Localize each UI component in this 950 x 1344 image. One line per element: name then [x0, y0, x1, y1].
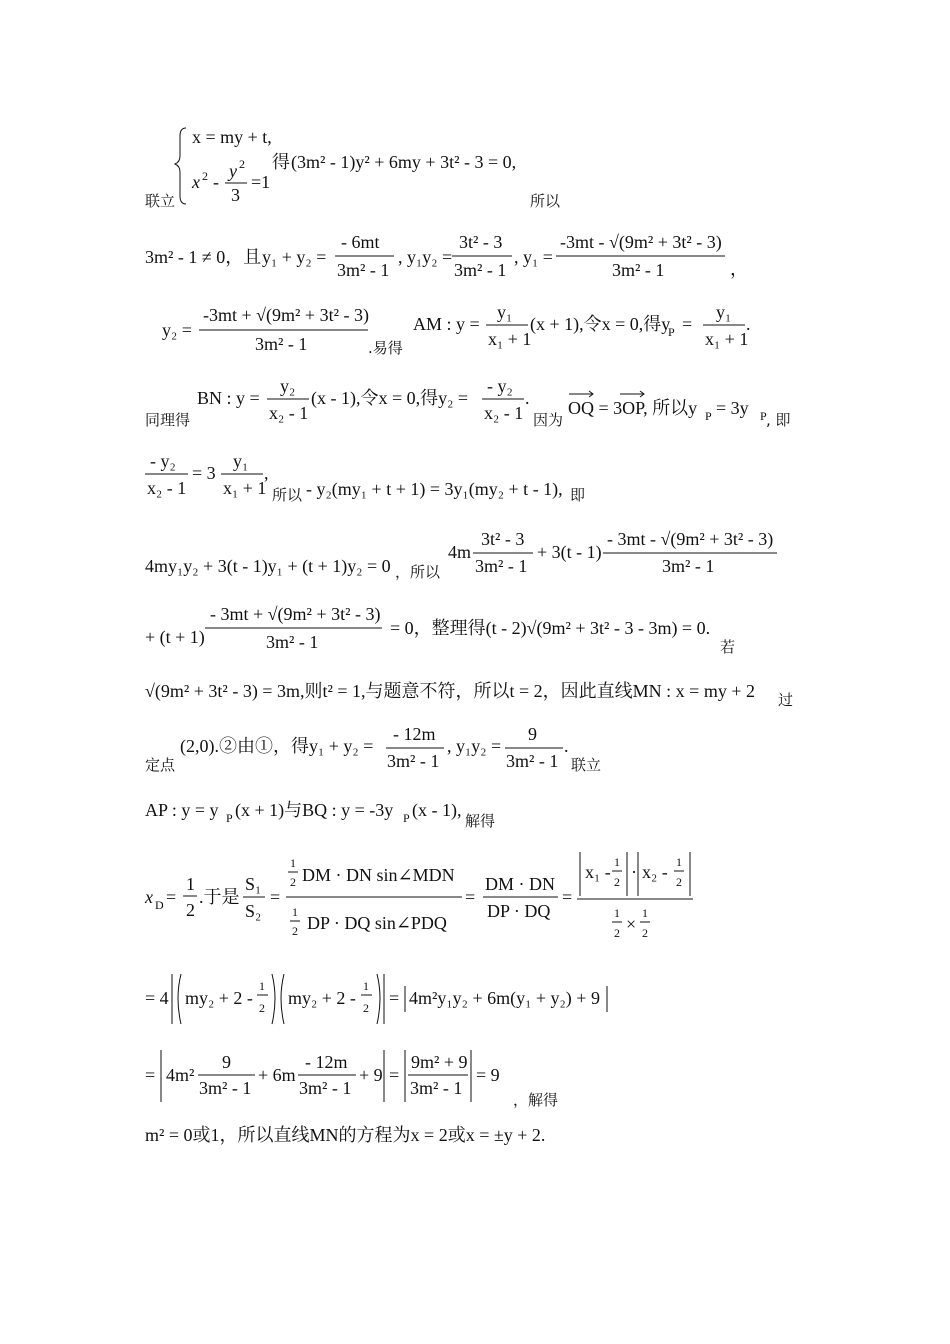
- l4-bn: BN : y =: [197, 388, 260, 408]
- l11-eq3: =: [562, 887, 573, 907]
- line-1-system: [145, 127, 561, 210]
- line-8: [145, 681, 793, 709]
- l12-half1-den: 2: [259, 1001, 265, 1015]
- l11-x: x: [145, 887, 153, 907]
- l11-x1-half-den: 2: [614, 875, 620, 889]
- l13-4m2: 4m²: [166, 1065, 195, 1085]
- l7-num: - 3mt + √(9m² + 3t² - 3): [210, 604, 381, 624]
- l2-prod: , y₁y₂ =: [398, 247, 453, 267]
- l3-eq: =: [682, 314, 693, 334]
- l4-let: (x - 1),令x = 0,得y₂ =: [311, 388, 469, 408]
- l11-x1-half-num: 1: [614, 855, 620, 869]
- l5-den: x₂ - 1: [147, 478, 187, 498]
- l9-den1: 3m² - 1: [387, 751, 440, 771]
- l3-let: (x + 1),令x = 0,得y: [530, 314, 671, 334]
- l6-den2: 3m² - 1: [662, 556, 715, 576]
- l2-prod-num: 3t² - 3: [459, 232, 503, 252]
- l13-num-9m: 9m² + 9: [411, 1052, 468, 1072]
- l13-jiede: ，解得: [513, 1091, 559, 1109]
- l3-dot: .: [746, 314, 751, 334]
- l13-plus6m: + 6m: [258, 1065, 296, 1085]
- l11-den-area: DP · DQ sin∠PDQ: [307, 913, 447, 933]
- l10-sub-p2: P: [403, 811, 410, 825]
- l4-ji: , 即: [766, 411, 791, 429]
- l11-half1-num: 1: [290, 856, 296, 870]
- l11-eq: =: [166, 887, 177, 907]
- l4-bn-num: y₂: [280, 376, 296, 396]
- l5-x1: x₁ + 1: [223, 478, 267, 498]
- l7-plus: + (t + 1): [145, 627, 205, 647]
- l7-zhengli: = 0，整理得(t - 2)√(9m² + 3t² - 3 - 3m) = 0.: [390, 618, 711, 638]
- l2-sum: y₁ + y₂ =: [262, 247, 327, 267]
- l8-guo: 过: [778, 691, 794, 709]
- l10-bq: (x + 1)与BQ : y = -3y: [235, 800, 394, 820]
- l7-den: 3m² - 1: [266, 632, 319, 652]
- l13-eq9: = 9: [476, 1065, 500, 1085]
- sys-x-exp: 2: [202, 169, 208, 183]
- sys-minus: -: [213, 172, 219, 192]
- l6-num1: 3t² - 3: [481, 529, 525, 549]
- l6-num2: - 3mt - √(9m² + 3t² - 3): [607, 529, 774, 549]
- line-2: [145, 232, 748, 280]
- l10-ap: AP : y = y: [145, 800, 219, 820]
- l11-dp-dq: DP · DQ: [487, 901, 551, 921]
- l11-yushi: .于是: [199, 887, 240, 907]
- vector-arrow-oq: [569, 391, 593, 397]
- paren-2l: [281, 974, 284, 1024]
- l2-y1-den: 3m² - 1: [612, 260, 665, 280]
- l5-ji: 即: [570, 486, 586, 504]
- paren-2r: [377, 974, 380, 1024]
- l13-den1: 3m² - 1: [199, 1078, 252, 1098]
- l9-lianli: 联立: [571, 756, 602, 774]
- line-14: [145, 1125, 545, 1145]
- l4-sub-p1: P: [705, 409, 712, 423]
- l9-num1: - 12m: [393, 724, 436, 744]
- l11-sub-d: D: [155, 898, 164, 912]
- l3-y2-den: 3m² - 1: [255, 334, 308, 354]
- l13-eq: =: [145, 1065, 156, 1085]
- l11-s1: S₁: [245, 874, 262, 894]
- l2-end: ，: [730, 259, 748, 279]
- l6-eq: 4my₁y₂ + 3(t - 1)y₁ + (t + 1)y₂ = 0: [145, 556, 391, 576]
- l6-4m: 4m: [448, 542, 472, 562]
- l4-vec-eq: OQ = 3OP, 所以y: [568, 398, 698, 418]
- line-10: [145, 800, 495, 830]
- sys-y-exp: 2: [239, 157, 245, 171]
- l9-den2: 3m² - 1: [506, 751, 559, 771]
- l11-eq1: =: [270, 887, 281, 907]
- l3-y2: y₂ =: [162, 320, 192, 340]
- l11-d-half2-num: 1: [642, 906, 648, 920]
- l6-plus: + 3(t - 1): [537, 542, 602, 562]
- line-12: [145, 974, 607, 1024]
- l2-y1: , y₁ =: [514, 247, 553, 267]
- l3-yp-num: y₁: [716, 302, 732, 322]
- sys-den-3: 3: [231, 185, 240, 205]
- paren-1r: [272, 974, 275, 1024]
- l14-conclusion: m² = 0或1，所以直线MN的方程为x = 2或x = ±y + 2.: [145, 1125, 546, 1145]
- l11-d-half2-den: 2: [642, 926, 648, 940]
- l5-comma: ,: [264, 463, 269, 483]
- l11-d-half1-den: 2: [614, 926, 620, 940]
- line-3: [162, 302, 751, 357]
- l2-prod-den: 3m² - 1: [454, 260, 507, 280]
- l11-half2-den: 2: [292, 924, 298, 938]
- l2-y1-num: -3mt - √(9m² + 3t² - 3): [560, 232, 722, 252]
- sys-eq-1: =1: [251, 172, 271, 192]
- label-lianli: 联立: [145, 192, 176, 210]
- l6-den1: 3m² - 1: [475, 556, 528, 576]
- word-de: 得: [272, 152, 290, 173]
- l9-dot: .: [564, 736, 569, 756]
- l5-num: - y₂: [150, 451, 176, 471]
- l4-yinwei: 因为: [533, 411, 564, 429]
- l11-num-area: DM · DN sin∠MDN: [302, 865, 455, 885]
- l9-dingdian: 定点: [145, 756, 176, 774]
- l11-s2: S₂: [245, 901, 262, 921]
- l4-neg-y2: - y₂: [487, 376, 513, 396]
- l11-dot: ·: [631, 862, 637, 882]
- line-6: [145, 529, 777, 581]
- l4-x2-den: x₂ - 1: [484, 403, 524, 423]
- l13-num12m: - 12m: [305, 1052, 348, 1072]
- l9-num2: 9: [528, 724, 537, 744]
- sys-y: y: [229, 161, 237, 181]
- l3-am-den: x₁ + 1: [488, 329, 532, 349]
- l11-x2-half-den: 2: [676, 875, 682, 889]
- l8-text: √(9m² + 3t² - 3) = 3m,则t² = 1,与题意不符，所以t = 2，因此直线MN : x = my + 2: [145, 681, 755, 701]
- l11-half-den: 2: [186, 900, 195, 920]
- l11-d-half1-num: 1: [614, 906, 620, 920]
- l12-b: my₂ + 2 -: [185, 988, 253, 1008]
- l13-den3: 3m² - 1: [410, 1078, 463, 1098]
- line-11: [144, 852, 693, 940]
- l13-plus9: + 9: [359, 1065, 383, 1085]
- l3-yp-den: x₁ + 1: [705, 329, 749, 349]
- l6-suoyi: ，所以: [395, 563, 441, 581]
- l4-bn-den: x₂ - 1: [269, 403, 309, 423]
- l2-text-a: 3m² - 1 ≠ 0，且: [145, 247, 262, 267]
- l11-half1-den: 2: [290, 875, 296, 889]
- l7-ruo: 若: [720, 638, 736, 656]
- l9-prod: , y₁y₂ =: [447, 736, 502, 756]
- l13-num9: 9: [222, 1052, 231, 1072]
- l5-suoyi: 所以: [272, 486, 303, 504]
- l12-half2-den: 2: [363, 1001, 369, 1015]
- l3-am-num: y₁: [497, 302, 513, 322]
- l4-dot: .: [525, 388, 530, 408]
- l11-eq2: =: [465, 887, 476, 907]
- l5-eq3: = 3: [192, 463, 216, 483]
- l3-sub-p: P: [668, 325, 675, 339]
- line-9: [145, 724, 601, 774]
- l5-expand: - y₂(my₁ + t + 1) = 3y₁(my₂ + t - 1),: [306, 479, 563, 499]
- quadratic-eq: (3m² - 1)y² + 6my + 3t² - 3 = 0,: [291, 152, 517, 172]
- l12-eq4: = 4: [145, 988, 169, 1008]
- l11-x2-half-num: 1: [676, 855, 682, 869]
- l11-half-num: 1: [186, 874, 195, 894]
- system-brace: [175, 128, 186, 204]
- line-5: [145, 451, 585, 504]
- l12-poly: 4m²y₁y₂ + 6m(y₁ + y₂) + 9: [409, 988, 600, 1008]
- l2-sum-den: 3m² - 1: [337, 260, 390, 280]
- l9-sum: (2,0).②由①，得y₁ + y₂ =: [180, 736, 374, 756]
- l5-y1: y₁: [233, 451, 249, 471]
- l12-c: my₂ + 2 -: [288, 988, 356, 1008]
- line-7: [145, 604, 735, 656]
- l4-3yp: = 3y: [716, 398, 749, 418]
- l4-tonglide: 同理得: [145, 411, 191, 429]
- l3-y2-num: -3mt + √(9m² + 3t² - 3): [203, 305, 369, 325]
- l3-am: AM : y =: [413, 314, 480, 334]
- l12-eq: =: [389, 988, 400, 1008]
- l11-x1-minus: x₁ -: [585, 862, 611, 882]
- l11-x2-minus: x₂ -: [642, 862, 668, 882]
- l2-sum-num: - 6mt: [341, 232, 380, 252]
- l10-sub-p1: P: [226, 811, 233, 825]
- l12-half1-num: 1: [259, 979, 265, 993]
- l4-sub-p2: P: [760, 409, 767, 423]
- system-eq-1: x = my + t,: [192, 127, 272, 147]
- l11-half2-num: 1: [292, 905, 298, 919]
- sys-x: x: [192, 172, 200, 192]
- l13-eq2: =: [389, 1065, 400, 1085]
- l10-paren: (x - 1),: [412, 800, 462, 820]
- l11-dm-dn: DM · DN: [485, 874, 555, 894]
- l12-half2-num: 1: [363, 979, 369, 993]
- l10-jiede: 解得: [465, 812, 496, 830]
- vector-arrow-op: [620, 391, 644, 397]
- word-suoyi-1: 所以: [530, 192, 561, 210]
- line-13: [145, 1050, 558, 1109]
- paren-1l: [178, 974, 181, 1024]
- l11-times: ×: [626, 914, 637, 934]
- l3-yide: .易得: [368, 339, 403, 357]
- line-4: [145, 376, 791, 429]
- l13-den2: 3m² - 1: [299, 1078, 352, 1098]
